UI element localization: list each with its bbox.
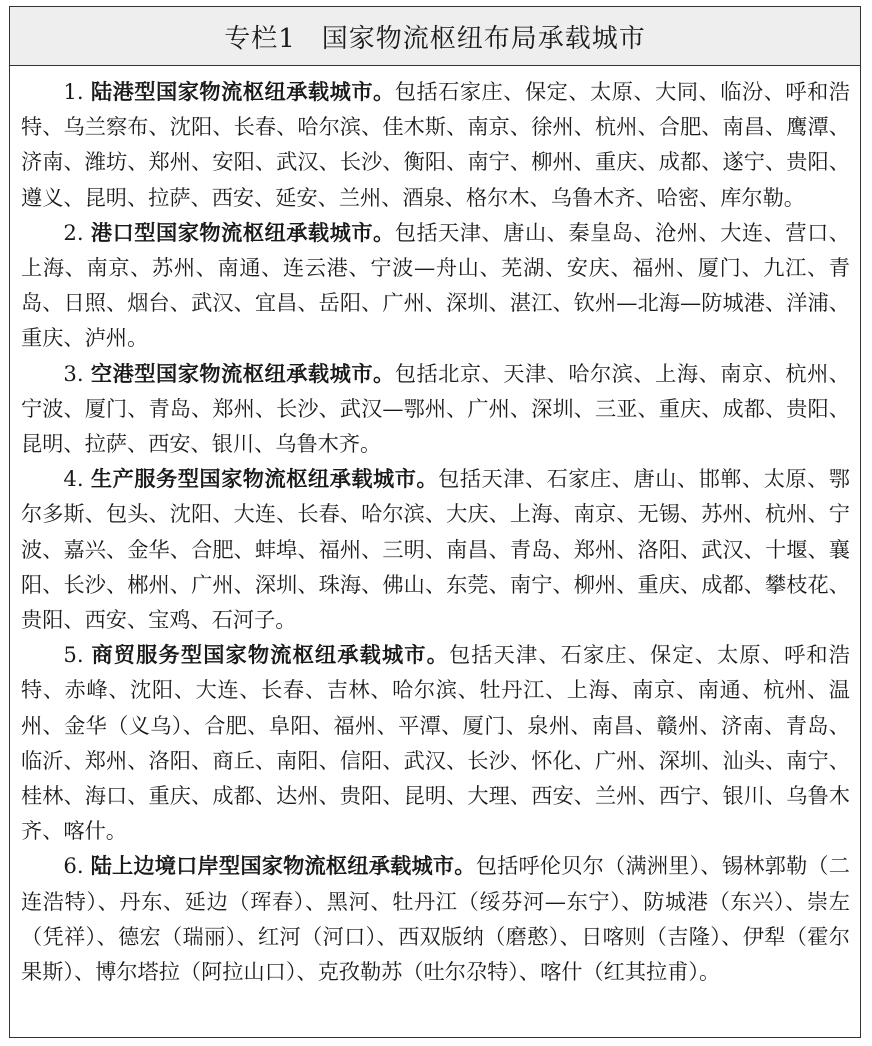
item-heading: 空港型国家物流枢纽承载城市。 (90, 360, 395, 386)
item-number: 6. (63, 853, 84, 879)
list-item-seaport (21, 215, 850, 356)
box-label: 专栏1 (224, 23, 296, 54)
item-heading: 陆上边境口岸型国家物流枢纽承载城市。 (90, 853, 476, 879)
list-item-border-port (21, 848, 850, 989)
item-body: 包括天津、石家庄、唐山、邯郸、太原、鄂尔多斯、包头、沈阳、大连、长春、哈尔滨、大庆、上海、南京、无锡、苏州、杭州、宁波、嘉兴、金华、合肥、蚌埠、福州、三明、南昌、青岛、郑州、洛阳、武汉、十堰、襄阳、长沙、郴州、广州、深圳、珠海、佛山、东莞、南宁、柳州、重庆、成都、攀枝花、贵阳、西安、宝鸡、石河子。 (21, 466, 850, 633)
box-content (10, 66, 860, 989)
item-body: 包括呼伦贝尔（满洲里）、锡林郭勒（二连浩特）、丹东、延边（珲春）、黑河、牡丹江（绥芬河—东宁）、防城港（东兴）、崇左（凭祥）、德宏（瑞丽）、红河（河口）、西双版纳（磨憨）、日喀则（吉隆）、伊犁（霍尔果斯）、博尔塔拉（阿拉山口）、克孜勒苏（吐尔尕特）、喀什（红其拉甫）。 (21, 853, 850, 985)
item-body: 包括北京、天津、哈尔滨、上海、南京、杭州、宁波、厦门、青岛、郑州、长沙、武汉—鄂州、广州、深圳、三亚、重庆、成都、贵阳、昆明、拉萨、西安、银川、乌鲁木齐。 (21, 360, 850, 457)
list-item-airport (21, 356, 850, 462)
item-heading: 港口型国家物流枢纽承载城市。 (90, 219, 395, 245)
list-item-land-port (21, 74, 850, 215)
item-number: 1. (63, 79, 84, 104)
item-heading: 生产服务型国家物流枢纽承载城市。 (90, 466, 439, 492)
box-title-bar (10, 7, 860, 66)
item-body: 包括天津、唐山、秦皇岛、沧州、大连、营口、上海、南京、苏州、南通、连云港、宁波—舟山、芜湖、安庆、福州、厦门、九江、青岛、日照、烟台、武汉、宜昌、岳阳、广州、深圳、湛江、钦州—北海—防城港、洋浦、重庆、泸州。 (21, 219, 850, 351)
feature-box (9, 6, 861, 1038)
item-body: 包括石家庄、保定、太原、大同、临汾、呼和浩特、乌兰察布、沈阳、长春、哈尔滨、佳木斯、南京、徐州、杭州、合肥、南昌、鹰潭、济南、潍坊、郑州、安阳、武汉、长沙、衡阳、南宁、柳州、重庆、成都、遂宁、贵阳、遵义、昆明、拉萨、西安、延安、兰州、酒泉、格尔木、乌鲁木齐、哈密、库尔勒。 (21, 79, 850, 210)
item-number: 2. (63, 219, 84, 245)
item-heading: 陆港型国家物流枢纽承载城市。 (90, 79, 395, 104)
list-item-production-service (21, 461, 850, 637)
item-number: 4. (63, 466, 84, 492)
item-number: 3. (63, 360, 84, 386)
item-body: 包括天津、石家庄、保定、太原、呼和浩特、赤峰、沈阳、大连、长春、吉林、哈尔滨、牡丹江、上海、南京、南通、杭州、温州、金华（义乌）、合肥、阜阳、福州、平潭、厦门、泉州、南昌、赣州、济南、青岛、临沂、郑州、洛阳、商丘、南阳、信阳、武汉、长沙、怀化、广州、深圳、汕头、南宁、桂林、海口、重庆、成都、达州、贵阳、昆明、大理、西安、兰州、西宁、银川、乌鲁木齐、喀什。 (21, 642, 850, 844)
box-title: 国家物流枢纽布局承载城市 (321, 23, 646, 54)
item-number: 5. (63, 642, 84, 668)
item-heading: 商贸服务型国家物流枢纽承载城市。 (91, 642, 449, 668)
list-item-trade-service (21, 637, 850, 848)
